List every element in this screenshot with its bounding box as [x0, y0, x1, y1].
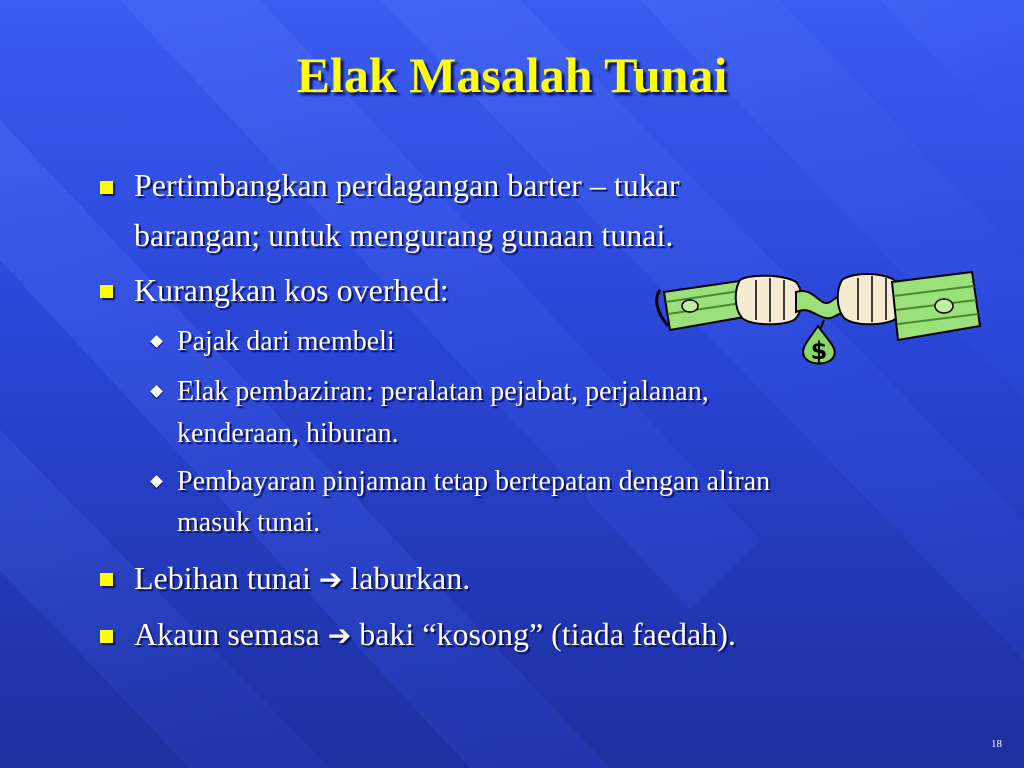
bullet-item: [134, 268, 449, 312]
sub-bullet-text-line: kenderaan, hiburan.: [177, 418, 399, 449]
bullet-item: [134, 163, 680, 207]
sub-bullet-item: [177, 322, 395, 362]
slide-number: 18: [991, 738, 1002, 750]
sub-bullet-diamond-icon: [150, 385, 163, 398]
bullet-text-line: barangan; untuk mengurang gunaan tunai.: [134, 217, 674, 253]
bullet-square-icon: [100, 630, 113, 643]
sub-bullet-item-continuation: [177, 503, 320, 543]
bullet-text: Akaun semasa: [134, 616, 320, 652]
bullet-text: Lebihan tunai: [134, 560, 311, 596]
bullet-item-continuation: [134, 213, 673, 257]
sub-bullet-text: Pajak dari membeli: [177, 326, 395, 357]
sub-bullet-diamond-icon: [150, 335, 163, 348]
sub-bullet-text-line: Elak pembaziran: peralatan pejabat, perjalanan,: [177, 376, 709, 407]
bullet-square-icon: [100, 181, 113, 194]
bullet-text: laburkan.: [350, 560, 471, 596]
right-arrow-icon: ➔: [318, 563, 343, 596]
bullet-text: Kurangkan kos overhed:: [134, 272, 449, 308]
bullet-item: [134, 556, 470, 602]
bullet-text-line: Pertimbangkan perdagangan barter – tukar: [134, 167, 680, 203]
wringing-money-icon: [654, 268, 984, 368]
bullet-square-icon: [100, 573, 113, 586]
sub-bullet-text-line: Pembayaran pinjaman tetap bertepatan dengan aliran: [177, 466, 771, 497]
sub-bullet-diamond-icon: [150, 475, 163, 488]
sub-bullet-text-line: masuk tunai.: [177, 507, 321, 538]
bullet-square-icon: [100, 285, 113, 298]
sub-bullet-item-continuation: [177, 414, 399, 454]
slide-title: Elak Masalah Tunai: [296, 47, 728, 103]
sub-bullet-item: [177, 372, 709, 412]
bullet-text: baki “kosong” (tiada faedah).: [359, 616, 736, 652]
dollar-sign-icon: $: [810, 337, 828, 365]
right-arrow-icon: ➔: [327, 619, 352, 652]
sub-bullet-item: [177, 462, 770, 502]
bullet-item: [134, 612, 736, 658]
